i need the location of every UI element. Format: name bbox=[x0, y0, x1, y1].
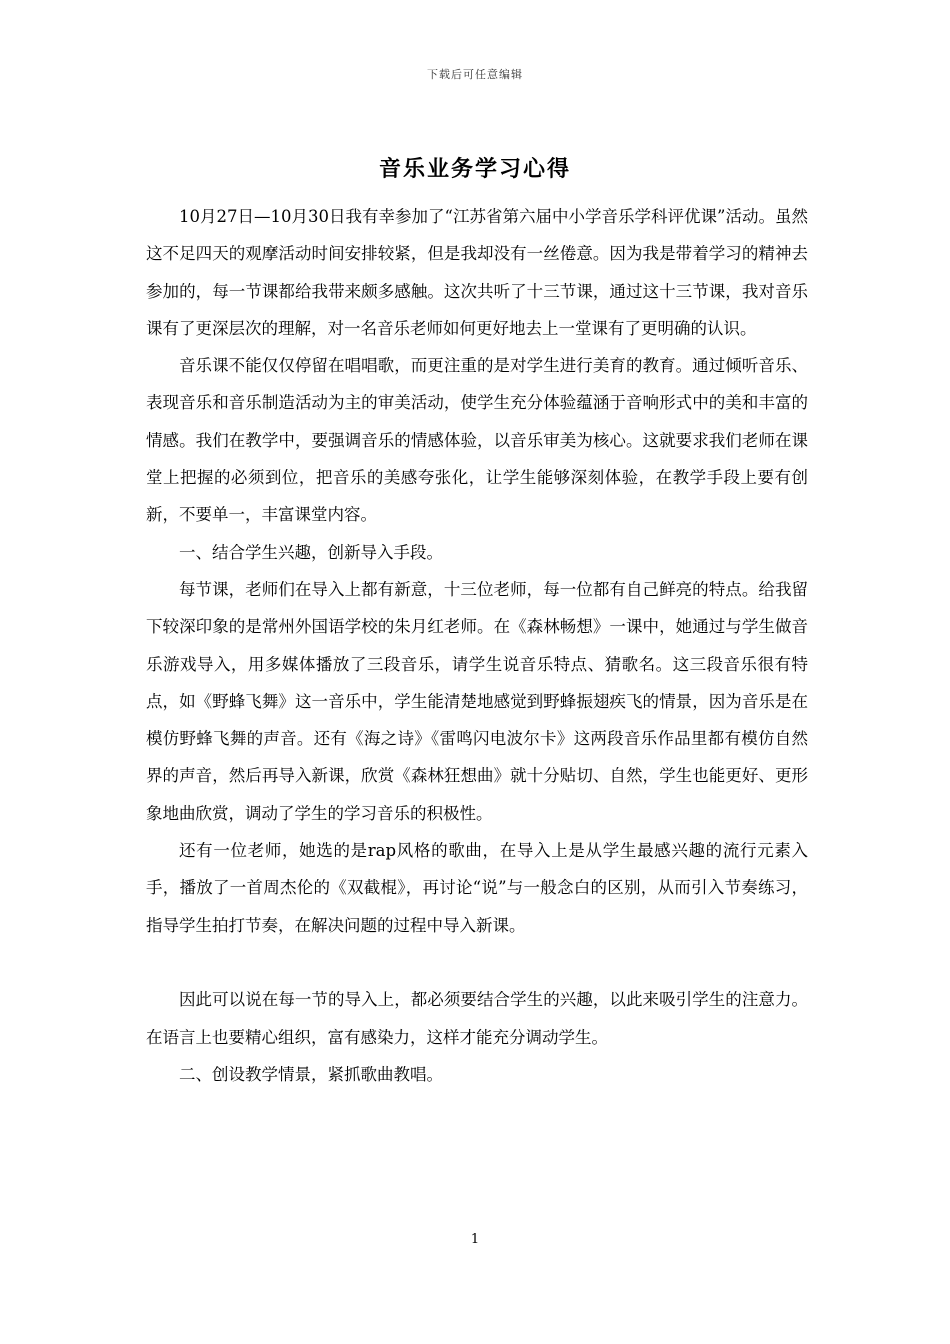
page-number: 1 bbox=[470, 1232, 480, 1247]
paragraph-aesthetic-education: 音乐课不能仅仅停留在唱唱歌，而更注重的是对学生进行美育的教育。通过倾听音乐、表现音乐和音乐制造活动为主的审美活动，使学生充分体验蕴涵于音响形式中的美和丰富的情感。我们在教学中，要强调音乐的情感体验，以音乐审美为核心。这就要求我们老师在课堂上把握的必须到位，把音乐的美感夸张化，让学生能够深刻体验，在教学手段上要有创新，不要单一，丰富课堂内容。 bbox=[146, 356, 808, 525]
paragraph-intro: 10月27日—10月30日我有幸参加了“江苏省第六届中小学音乐学科评优课”活动。虽然这不足四天的观摩活动时间安排较紧，但是我却没有一丝倦意。因为我是带着学习的精神去参加的，每一节课都给我带来颇多感触。这次共听了十三节课，通过这十三节课，我对音乐课有了更深层次的理解，对一名音乐老师如何更好地去上一堂课有了更明确的认识。 bbox=[146, 207, 808, 338]
section-heading-2: 二、创设教学情景，紧抓歌曲教唱。 bbox=[179, 1064, 443, 1084]
document-title: 音乐业务学习心得 bbox=[378, 156, 571, 182]
header-note: 下载后可任意编辑 bbox=[427, 68, 523, 81]
document-body bbox=[146, 198, 808, 1093]
paragraph-lesson-intro-example: 每节课，老师们在导入上都有新意，十三位老师，每一位都有自己鲜亮的特点。给我留下较深印象的是常州外国语学校的朱月红老师。在《森林畅想》一课中，她通过与学生做音乐游戏导入，用多媒体播放了三段音乐，请学生说音乐特点、猜歌名。这三段音乐很有特点，如《野蜂飞舞》这一音乐中，学生能清楚地感觉到野蜂振翅疾飞的情景，因为音乐是在模仿野蜂飞舞的声音。还有《海之诗》《雷鸣闪电波尔卡》这两段音乐作品里都有模仿自然界的声音，然后再导入新课，欣赏《森林狂想曲》就十分贴切、自然，学生也能更好、更形象地曲欣赏，调动了学生的学习音乐的积极性。 bbox=[146, 579, 808, 823]
paragraph-conclusion: 因此可以说在每一节的导入上，都必须要结合学生的兴趣，以此来吸引学生的注意力。在语言上也要精心组织，富有感染力，这样才能充分调动学生。 bbox=[146, 990, 808, 1047]
paragraph-rap-example: 还有一位老师，她选的是rap风格的歌曲，在导入上是从学生最感兴趣的流行元素入手，播放了一首周杰伦的《双截棍》，再讨论“说”与一般念白的区别，从而引入节奏练习，指导学生拍打节奏，在解决问题的过程中导入新课。 bbox=[146, 841, 808, 935]
blank-line bbox=[146, 944, 808, 981]
section-heading-1: 一、结合学生兴趣，创新导入手段。 bbox=[179, 542, 443, 562]
